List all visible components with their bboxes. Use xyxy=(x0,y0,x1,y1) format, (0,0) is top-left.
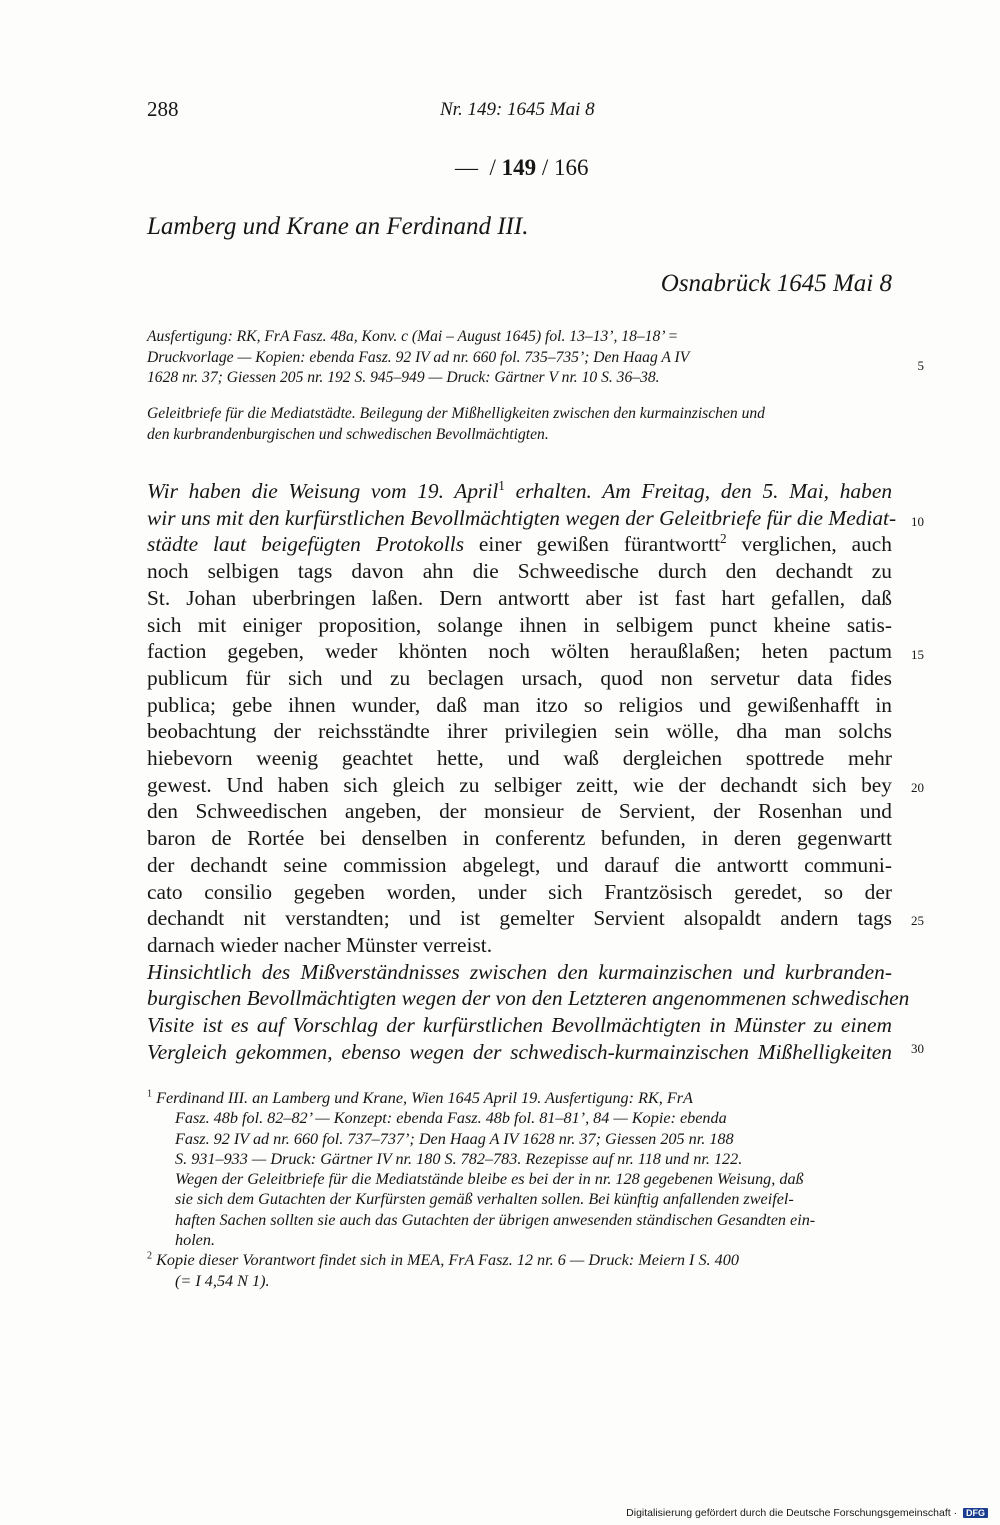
body-line: Wir haben die Weisung vom 19. April$^1$ erhalten. Am Freitag, den 5. Mai, haben xyxy=(147,477,893,503)
body-line: wir uns mit den kurfürstlichen Bevollmächtigten wegen der Geleitbriefe für die Mediat- xyxy=(147,505,897,530)
body-line: sich mit einiger proposition, solange ihnen in selbigem punct kheine satis- xyxy=(147,612,892,637)
footnote-line: $^1$ Ferdinand III. an Lamberg und Krane, Wien 1645 April 19. Ausfertigung: RK, FrA xyxy=(147,1088,693,1107)
digitization-credit xyxy=(626,1507,988,1519)
digitization-text: Digitalisierung gefördert durch die Deutsche Forschungsgemeinschaft · xyxy=(626,1507,958,1519)
body-line: den Schweedischen angeben, der monsieur de Servient, der Rosenhan und xyxy=(147,799,892,824)
line-number: 5 xyxy=(917,358,924,373)
regest-line: den kurbrandenburgischen und schwedischen Bevollmächtigten. xyxy=(147,425,549,443)
docnum-dash: — xyxy=(455,155,478,180)
body-line: publicum für sich und zu beclagen ursach, quod non servetur data fides xyxy=(147,665,892,690)
footnote-mark: 1 xyxy=(147,1088,153,1100)
footnote-line: holen. xyxy=(175,1231,216,1250)
body-line: hiebevorn weenig geachtet hette, und waß dergleichen spottrede mehr xyxy=(147,746,892,771)
body-line: städte laut beigefügten Protokolls einer gewißen fürantwortt$^2$ verglichen, auch xyxy=(147,531,892,557)
line-number: 10 xyxy=(911,514,924,529)
body-line: Hinsichtlich des Mißverständnisses zwischen den kurmainzischen und kurbranden- xyxy=(147,959,892,984)
line-number: 20 xyxy=(911,780,924,795)
body-line: publica; gebe ihnen wunder, daß man itzo so religios und gewißenhafft in xyxy=(147,692,892,717)
docnum-main: 149 xyxy=(501,155,537,180)
footnote-line: S. 931–933 — Druck: Gärtner IV nr. 180 S. 782–783. Rezepisse auf nr. 118 und nr. 122. xyxy=(175,1149,743,1168)
footnote-mark: 2 xyxy=(147,1250,153,1262)
line-number: 30 xyxy=(911,1041,924,1056)
footnote-line: Wegen der Geleitbriefe für die Mediatstände bleibe es bei der in nr. 128 gegebenen Weisung, daß xyxy=(175,1170,804,1189)
body-line: gewest. Und haben sich gleich zu selbiger zeitt, wie der dechandt sich bey xyxy=(147,772,892,797)
footnote-line: Fasz. 92 IV ad nr. 660 fol. 737–737’; Den Haag A IV 1628 nr. 37; Giessen 205 nr. 188 xyxy=(175,1129,734,1148)
source-line: Druckvorlage — Kopien: ebenda Fasz. 92 IV ad nr. 660 fol. 735–735’; Den Haag A IV xyxy=(147,348,690,366)
body-line: Visite ist es auf Vorschlag der kurfürstlichen Bevollmächtigten in Münster zu einem xyxy=(147,1013,892,1038)
source-line: Ausfertigung: RK, FrA Fasz. 48a, Konv. c (Mai – August 1645) fol. 13–13’, 18–18’ = xyxy=(147,328,679,345)
dfg-logo: DFG xyxy=(963,1508,988,1518)
footnote-line: sie sich dem Gutachten der Kurfürsten gemäß verhalten sollen. Bei künftig anfallenden zweifel- xyxy=(175,1190,794,1209)
footnotes xyxy=(147,1088,892,1291)
body-line: burgischen Bevollmächtigten wegen der von den Letzteren angenommenen schwedischen xyxy=(147,986,910,1011)
page-number: 288 xyxy=(147,97,179,121)
regest xyxy=(147,404,894,445)
body-line: faction gegeben, weder khönten noch wölten heraußlaßen; heten pactum xyxy=(147,639,892,664)
footnote-line: $^2$ Kopie dieser Vorantwort findet sich in MEA, FrA Fasz. 12 nr. 6 — Druck: Meiern I S. 400 xyxy=(147,1250,739,1270)
footnote-line: (= I 4,54 N 1). xyxy=(175,1271,270,1290)
body-line: Vergleich gekommen, ebenso wegen der schwedisch-kurmainzischen Mißhelligkeiten xyxy=(147,1039,892,1064)
place-date: Osnabrück 1645 Mai 8 xyxy=(660,270,892,297)
body-line: beobachtung der reichsständte ihrer privilegien sein wölle, dha man solchs xyxy=(147,719,892,744)
body-line: St. Johan uberbringen laßen. Dern antwortt aber ist fast hart gefallen, daß xyxy=(147,585,892,610)
footnote-ref: 1 xyxy=(498,477,505,493)
body-line: cato consilio gegeben worden, under sich Frantzösisch geredet, so der xyxy=(147,879,892,904)
docnum-slash: / xyxy=(541,155,549,180)
footnote-line: Fasz. 48b fol. 82–82’ — Konzept: ebenda Fasz. 48b fol. 81–81’, 84 — Kopie: ebenda xyxy=(175,1109,727,1128)
body-line: darnach wieder nacher Münster verreist. xyxy=(147,932,493,957)
line-number: 15 xyxy=(911,647,924,662)
document-heading: Lamberg und Krane an Ferdinand III. xyxy=(147,213,529,240)
body-line: der dechandt seine commission abgelegt, und darauf die antwortt communi- xyxy=(147,852,892,877)
line-number: 25 xyxy=(911,913,924,928)
footnote-line: haften Sachen sollten sie auch das Gutachten der übrigen anwesenden ständischen Gesandten ein- xyxy=(175,1210,816,1229)
source-note xyxy=(147,327,894,389)
docnum-other: 166 xyxy=(554,155,589,180)
body-line: baron de Rortée bei denselben in conferentz befunden, in deren gegenwartt xyxy=(147,826,892,851)
regest-line: Geleitbriefe für die Mediatstädte. Beilegung der Mißhelligkeiten zwischen den kurmainzischen und xyxy=(147,405,765,422)
footnote-ref: 2 xyxy=(720,531,727,547)
body-text xyxy=(147,477,910,1065)
document-number xyxy=(455,155,589,181)
body-line: dechandt nit verstandten; und ist gemelter Servient alsopaldt andern tags xyxy=(147,906,892,931)
running-title: Nr. 149: 1645 Mai 8 xyxy=(440,99,595,120)
body-line: noch selbigen tags davon ahn die Schweedische durch den dechandt zu xyxy=(147,559,892,584)
docnum-slash: / xyxy=(489,155,496,180)
source-line: 1628 nr. 37; Giessen 205 nr. 192 S. 945–949 — Druck: Gärtner V nr. 10 S. 36–38. xyxy=(147,369,660,386)
